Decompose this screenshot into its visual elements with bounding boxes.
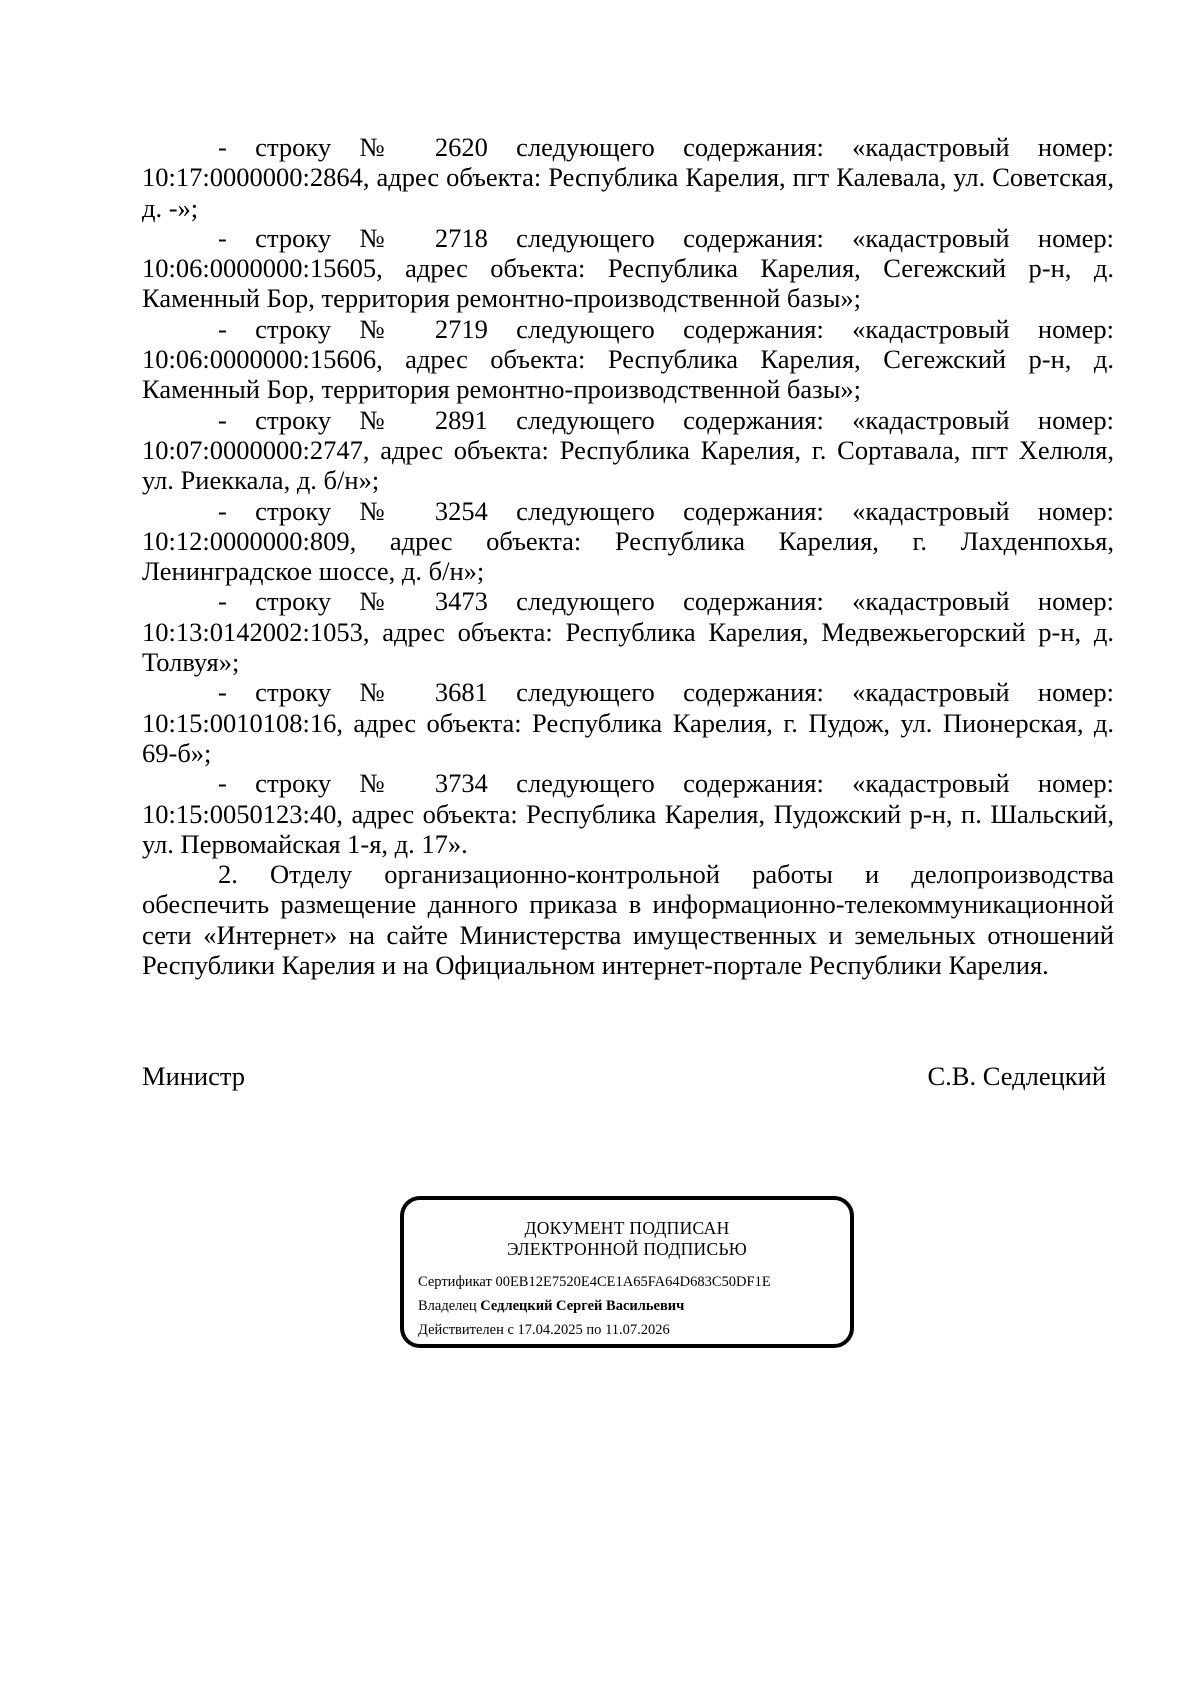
- stamp-validity: [418, 1321, 670, 1339]
- stamp-owner: [418, 1297, 684, 1315]
- paragraph-row-3473: - строку № 3473 следующего содержания: «кадастровый номер: 10:13:0142002:1053, адрес объекта: Республика Карелия, Медвежьегорский р-н, д. Толвуя»;: [142, 586, 1114, 678]
- stamp-valid-to-label: по: [586, 1322, 602, 1338]
- paragraph-row-3734: - строку № 3734 следующего содержания: «кадастровый номер: 10:15:0050123:40, адрес объекта: Республика Карелия, Пудожский р-н, п. Шальский, ул. Первомайская 1-я, д. 17».: [142, 768, 1114, 859]
- electronic-signature-stamp: [400, 1196, 854, 1348]
- paragraph-row-2719: - строку № 2719 следующего содержания: «кадастровый номер: 10:06:0000000:15606, адрес объекта: Республика Карелия, Сегежский р-н, д. Каменный Бор, территория ремонтно-производственной базы»;: [142, 313, 1114, 405]
- signatory-title: Министр: [142, 1061, 246, 1091]
- document-body: [142, 132, 1114, 980]
- paragraph-row-3254: - строку № 3254 следующего содержания: «кадастровый номер: 10:12:0000000:809, адрес объекта: Республика Карелия, г. Лахденпохья, Ленинградское шоссе, д. б/н»;: [142, 495, 1114, 587]
- stamp-title-line2: ЭЛЕКТРОННОЙ ПОДПИСЬЮ: [506, 1239, 748, 1259]
- stamp-certificate-label: Сертификат: [418, 1274, 492, 1290]
- paragraph-row-3681: - строку № 3681 следующего содержания: «кадастровый номер: 10:15:0010108:16, адрес объекта: Республика Карелия, г. Пудож, ул. Пионерская, д. 69-б»;: [142, 677, 1114, 768]
- paragraph-item-2: 2. Отделу организационно-контрольной работы и делопроизводства обеспечить размещение данного приказа в информационно-телекоммуникационной сети «Интернет» на сайте Министерства имущественных и земельных отношений Республики Карелия и на Официальном интернет-портале Республики Карелия.: [142, 859, 1114, 981]
- signatory-name: С.В. Седлецкий: [927, 1061, 1106, 1091]
- stamp-certificate-value: 00EB12E7520E4CE1A65FA64D683C50DF1E: [495, 1274, 771, 1290]
- stamp-owner-value: Седлецкий Сергей Васильевич: [480, 1298, 685, 1314]
- paragraph-row-2891: - строку № 2891 следующего содержания: «кадастровый номер: 10:07:0000000:2747, адрес объекта: Республика Карелия, г. Сортавала, пгт Хелюля, ул. Риеккала, д. б/н»;: [142, 404, 1114, 496]
- stamp-valid-from: 17.04.2025: [517, 1322, 583, 1338]
- stamp-valid-label: Действителен с: [418, 1322, 514, 1338]
- stamp-certificate: [418, 1273, 771, 1291]
- stamp-valid-to: 11.07.2026: [605, 1322, 670, 1338]
- paragraph-row-2718: - строку № 2718 следующего содержания: «кадастровый номер: 10:06:0000000:15605, адрес объекта: Республика Карелия, Сегежский р-н, д. Каменный Бор, территория ремонтно-производственной базы»;: [142, 222, 1114, 314]
- stamp-owner-label: Владелец: [418, 1298, 477, 1314]
- stamp-title-line1: ДОКУМЕНТ ПОДПИСАН: [524, 1218, 730, 1238]
- stamp-title: [404, 1218, 850, 1260]
- paragraph-row-2620: - строку № 2620 следующего содержания: «кадастровый номер: 10:17:0000000:2864, адрес объекта: Республика Карелия, пгт Калевала, ул. Советская, д. -»;: [142, 132, 1114, 223]
